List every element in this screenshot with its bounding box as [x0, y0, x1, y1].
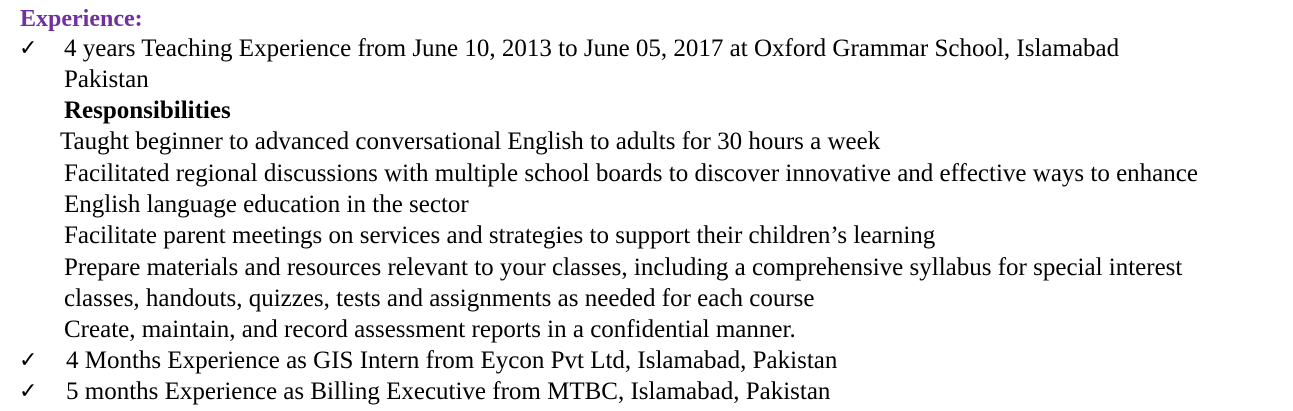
responsibility-item: Taught beginner to advanced conversational English to adults for 30 hours a week	[60, 128, 881, 155]
responsibility-item: classes, handouts, quizzes, tests and assignments as needed for each course	[64, 285, 815, 312]
checkmark-icon: ✓	[19, 36, 38, 61]
entry-2-text: 4 Months Experience as GIS Intern from Eycon Pvt Ltd, Islamabad, Pakistan	[66, 347, 838, 374]
responsibility-item: English language education in the sector	[64, 191, 469, 218]
responsibility-item: Facilitated regional discussions with multiple school boards to discover innovative and effective ways to enhance	[64, 160, 1198, 187]
responsibility-item: Facilitate parent meetings on services and strategies to support their children’s learning	[64, 222, 936, 249]
section-heading: Experience:	[20, 6, 143, 32]
entry-1-text: 4 years Teaching Experience from June 10, 2013 to June 05, 2017 at Oxford Grammar School, Islamabad	[64, 35, 1120, 62]
entry-3-text: 5 months Experience as Billing Executive from MTBC, Islamabad, Pakistan	[66, 378, 831, 405]
checkmark-icon: ✓	[19, 348, 38, 373]
responsibility-item: Prepare materials and resources relevant to your classes, including a comprehensive syllabus for special interest	[64, 254, 1183, 281]
entry-1-text-cont: Pakistan	[64, 66, 149, 93]
responsibilities-heading: Responsibilities	[64, 97, 231, 124]
responsibility-item: Create, maintain, and record assessment reports in a confidential manner.	[64, 316, 796, 343]
checkmark-icon: ✓	[19, 379, 38, 404]
